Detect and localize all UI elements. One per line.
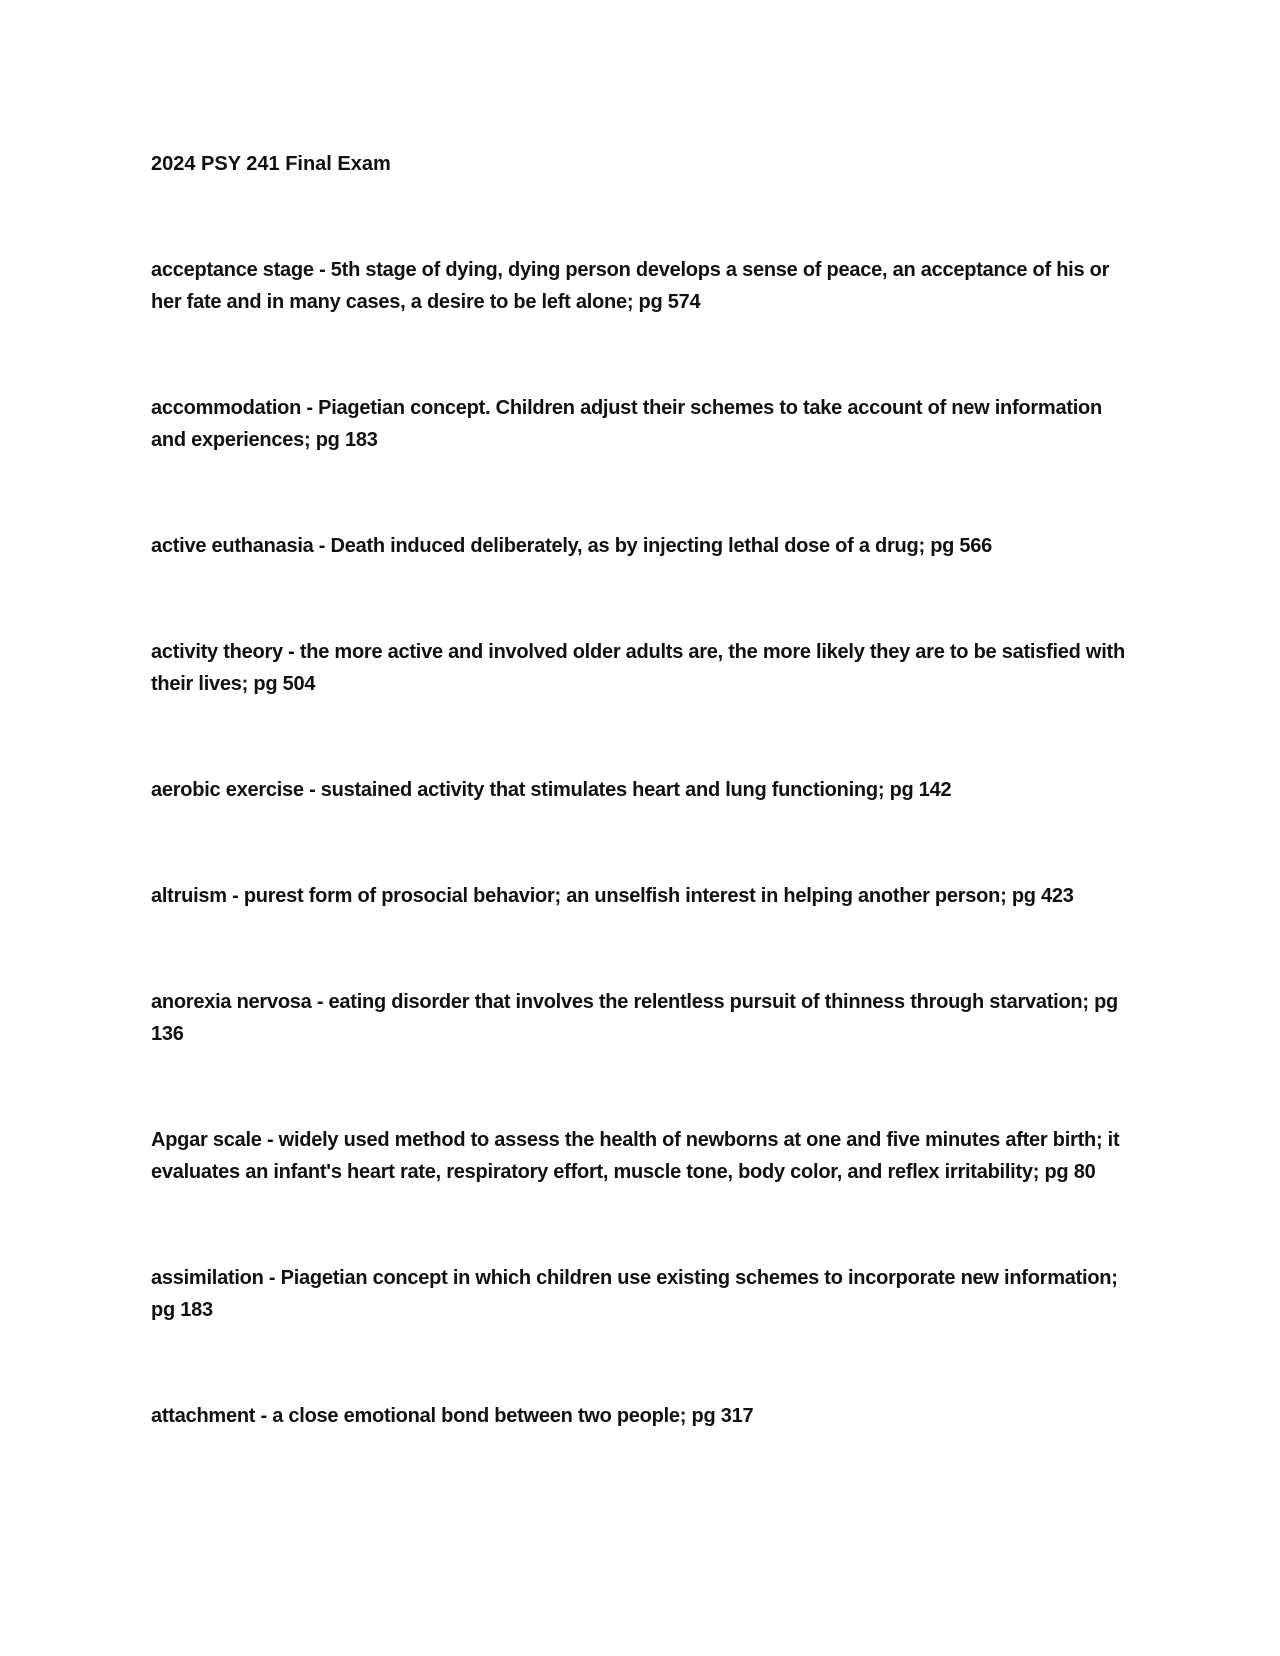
spacer (151, 806, 1131, 880)
spacer (151, 912, 1131, 986)
spacer (151, 1326, 1131, 1400)
spacer (151, 318, 1131, 392)
spacer (151, 700, 1131, 774)
glossary-entry-acceptance-stage: acceptance stage - 5th stage of dying, dying person develops a sense of peace, an acceptance of his or her fate and in many cases, a desire to be left alone; pg 574 (151, 259, 1110, 313)
spacer (151, 562, 1131, 636)
spacer (151, 1050, 1131, 1124)
document-body (151, 148, 1131, 1432)
glossary-entry-activity-theory: activity theory - the more active and involved older adults are, the more likely they are to be satisfied with their lives; pg 504 (151, 641, 1125, 695)
glossary-entry-aerobic-exercise: aerobic exercise - sustained activity that stimulates heart and lung functioning; pg 142 (151, 779, 952, 801)
glossary-entry-altruism: altruism - purest form of prosocial behavior; an unselfish interest in helping another person; pg 423 (151, 885, 1074, 907)
glossary-entry-active-euthanasia: active euthanasia - Death induced deliberately, as by injecting lethal dose of a drug; pg 566 (151, 535, 993, 557)
glossary-entry-apgar-scale: Apgar scale - widely used method to assess the health of newborns at one and five minutes after birth; it evaluates an infant's heart rate, respiratory effort, muscle tone, body color, and reflex irritability; pg 80 (151, 1129, 1120, 1183)
spacer (151, 456, 1131, 530)
document-title: 2024 PSY 241 Final Exam (151, 153, 391, 175)
glossary-entry-anorexia-nervosa: anorexia nervosa - eating disorder that involves the relentless pursuit of thinness through starvation; pg 136 (151, 991, 1119, 1045)
glossary-entry-accommodation: accommodation - Piagetian concept. Children adjust their schemes to take account of new information and experiences; pg 183 (151, 397, 1102, 451)
glossary-entry-attachment: attachment - a close emotional bond between two people; pg 317 (151, 1405, 754, 1427)
glossary-entry-assimilation: assimilation - Piagetian concept in which children use existing schemes to incorporate new information; pg 183 (151, 1267, 1118, 1321)
spacer (151, 1188, 1131, 1262)
spacer (151, 180, 1131, 254)
